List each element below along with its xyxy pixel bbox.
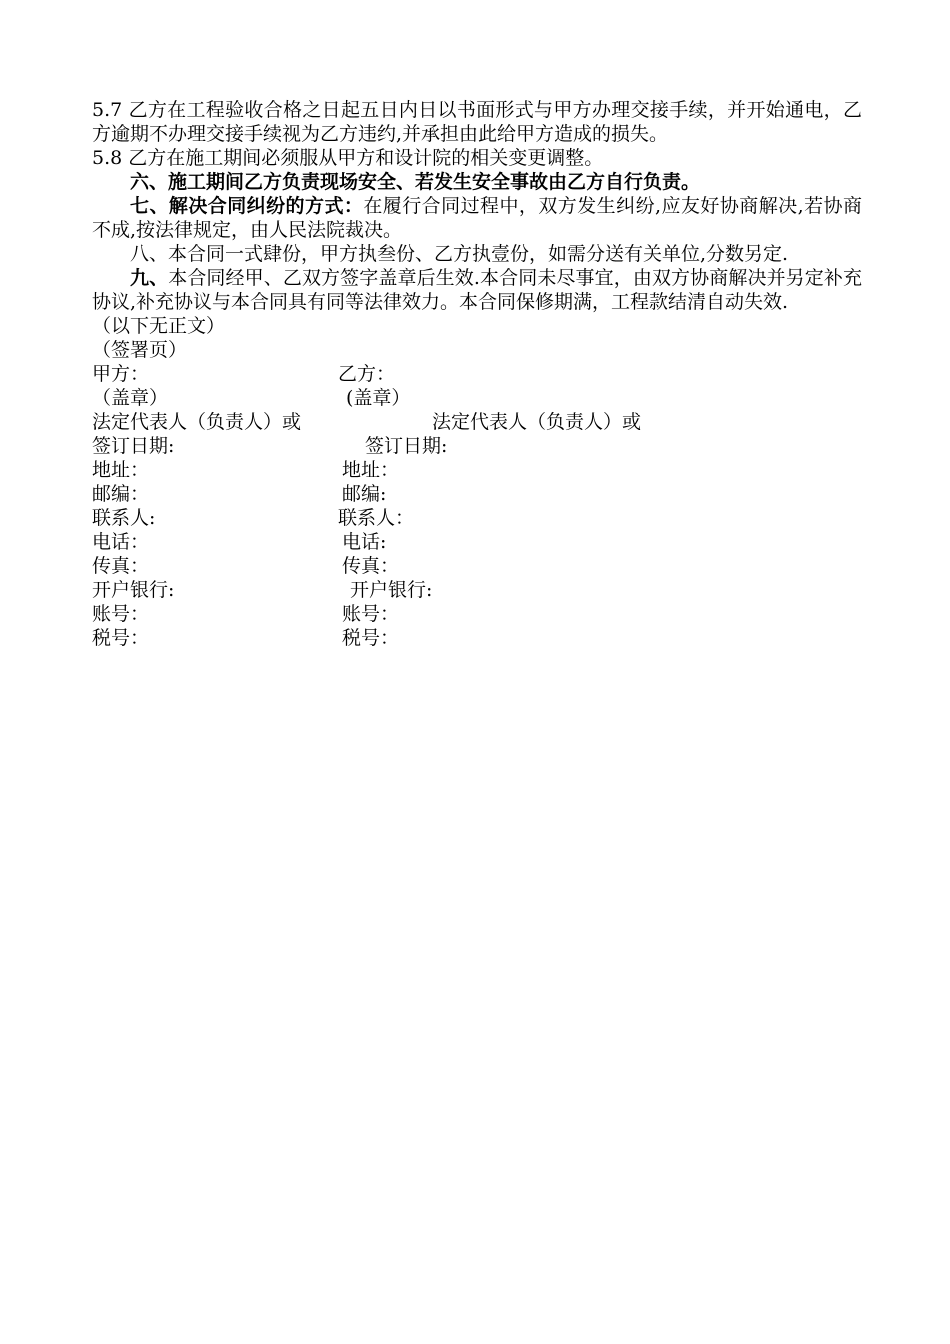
party-a-label: 甲方：	[92, 363, 150, 385]
address-b-label: 地址：	[342, 459, 400, 481]
clause-8: 八、本合同一式肆份，甲方执叁份、乙方执壹份，如需分送有关单位,分数另定.	[130, 243, 789, 265]
document-body	[92, 98, 862, 650]
date-b-label: 签订日期:	[365, 435, 448, 457]
fax-a-label: 传真：	[92, 555, 150, 577]
clause-6	[92, 170, 862, 194]
bank-a-label: 开户银行:	[92, 579, 175, 601]
clause-9-body: 本合同经甲、乙双方签字盖章后生效.本合同未尽事宜，由双方协商解决并另定补充协议,补充协议与本合同具有同等法律效力。本合同保修期满，工程款结清自动失效.	[92, 267, 862, 313]
signature-row-contact	[92, 506, 862, 530]
contact-a-label: 联系人:	[92, 507, 156, 529]
signature-row-tax	[92, 626, 862, 650]
phone-a-label: 电话：	[92, 531, 150, 553]
seal-b-label: (盖章）	[346, 387, 411, 409]
signature-row-postcode	[92, 482, 862, 506]
fax-b-label: 传真：	[342, 555, 400, 577]
signature-row-bank	[92, 578, 862, 602]
postcode-a-label: 邮编：	[92, 483, 150, 505]
bank-b-label: 开户银行:	[350, 579, 433, 601]
rep-b-label: 法定代表人（负责人）或	[432, 411, 642, 433]
no-more-text-note: （以下无正文）	[92, 315, 226, 337]
signature-row-address	[92, 458, 862, 482]
seal-a-label: （盖章）	[92, 387, 169, 409]
contact-b-label: 联系人：	[338, 507, 415, 529]
clause-5-7: 5.7 乙方在工程验收合格之日起五日内日以书面形式与甲方办理交接手续，并开始通电，乙方逾期不办理交接手续视为乙方违约,并承担由此给甲方造成的损失。	[92, 99, 862, 145]
clause-7-title: 七、解决合同纠纷的方式：	[130, 195, 364, 217]
tax-a-label: 税号：	[92, 627, 150, 649]
account-b-label: 账号：	[342, 603, 400, 625]
postcode-b-label: 邮编:	[342, 483, 387, 505]
signature-page-note: （签署页）	[92, 339, 188, 361]
account-a-label: 账号：	[92, 603, 150, 625]
clause-7-body: 在履行合同过程中，双方发生纠纷,应友好协商解决,若协商不成,按法律规定，由人民法院裁决。	[92, 195, 862, 241]
signature-row-account	[92, 602, 862, 626]
signature-row-date	[92, 434, 862, 458]
party-b-label: 乙方：	[338, 363, 396, 385]
rep-a-label: 法定代表人（负责人）或	[92, 411, 302, 433]
signature-row-representative	[92, 410, 862, 434]
signature-row-fax	[92, 554, 862, 578]
clause-6-text: 六、施工期间乙方负责现场安全、若发生安全事故由乙方自行负责。	[130, 171, 701, 193]
date-a-label: 签订日期:	[92, 435, 175, 457]
clause-7	[92, 194, 862, 242]
clause-5-8: 5.8 乙方在施工期间必须服从甲方和设计院的相关变更调整。	[92, 147, 604, 169]
signature-row-phone	[92, 530, 862, 554]
address-a-label: 地址：	[92, 459, 150, 481]
clause-9-title: 九、	[130, 267, 169, 289]
tax-b-label: 税号：	[342, 627, 400, 649]
phone-b-label: 电话:	[342, 531, 387, 553]
signature-row-party	[92, 362, 862, 386]
clause-9	[92, 266, 862, 314]
signature-row-seal	[92, 386, 862, 410]
